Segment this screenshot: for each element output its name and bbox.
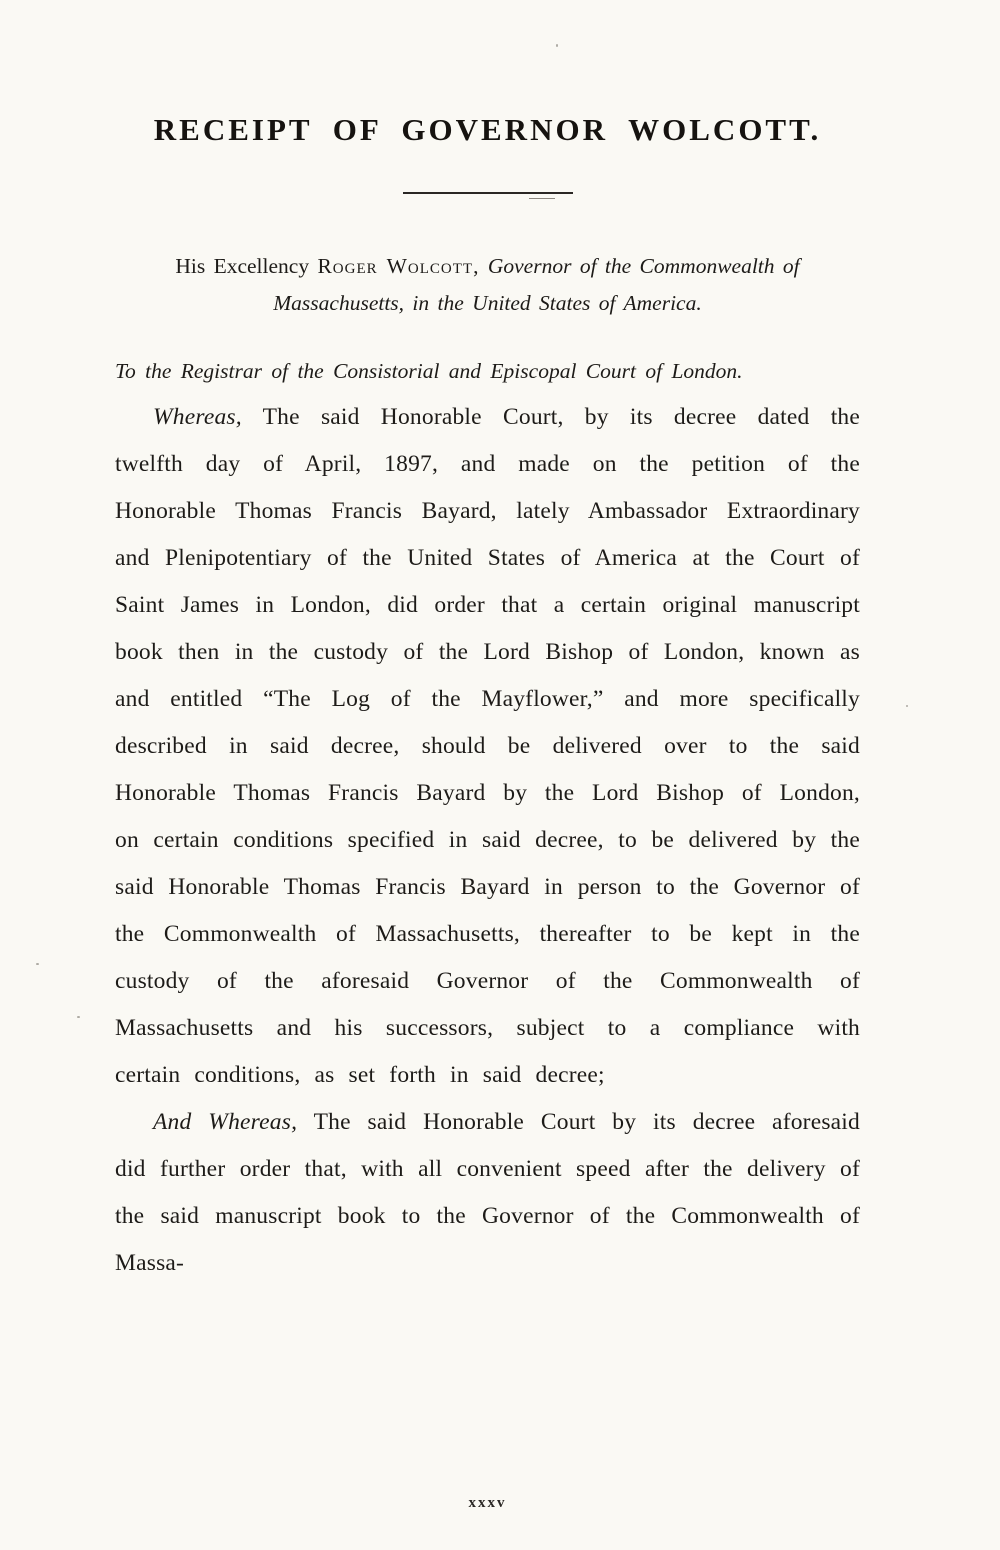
paragraph-and-whereas [115,1099,860,1287]
paragraph-lead-italic: And Whereas, [153,1109,298,1135]
salutation-block [115,248,860,322]
page-number: xxxv [468,1495,507,1511]
divider-rule [403,192,573,194]
scan-speck [77,1016,80,1018]
divider-subdash [529,198,555,199]
scan-speck [556,44,558,47]
paragraph-lead-italic: Whereas, [153,404,242,430]
addressee-line: To the Registrar of the Consistorial and Episcopal Court of London. [115,359,743,383]
salutation-role: Governor of the Commonwealth of Massachusetts, in the United States of America. [273,254,800,315]
paragraph-text: The said Honorable Court by its decree aforesaid did further order that, with all convenient speed after the delivery of the said manuscript book to the Governor of the Commonwealth of Massa- [115,1109,860,1276]
scan-speck [36,963,39,965]
title-divider [403,192,573,202]
salutation-name: Roger Wolcott, [317,254,480,278]
page-title: RECEIPT OF GOVERNOR WOLCOTT. [153,112,822,147]
scan-speck [906,705,908,707]
paragraph-whereas [115,394,860,1099]
paragraph-text: The said Honorable Court, by its decree dated the twelfth day of April, 1897, and made on the petition of the Honorable Thomas Francis Bayard, lately Ambassador Extraordinary and Plenipotentiary of the United States of America at the Court of Saint James in London, did order that a certain original manuscript book then in the custody of the Lord Bishop of London, known as and entitled “The Log of the Mayflower,” and more specifically described in said decree, should be delivered over to the said Honorable Thomas Francis Bayard by the Lord Bishop of London, on certain conditions specified in said decree, to be delivered by the said Honorable Thomas Francis Bayard in person to the Governor of the Commonwealth of Massachusetts, thereafter to be kept in the custody of the aforesaid Governor of the Commonwealth of Massachusetts and his successors, subject to a compliance with certain conditions, as set forth in said decree; [115,404,860,1088]
salutation-prefix: His Excellency [175,254,318,278]
